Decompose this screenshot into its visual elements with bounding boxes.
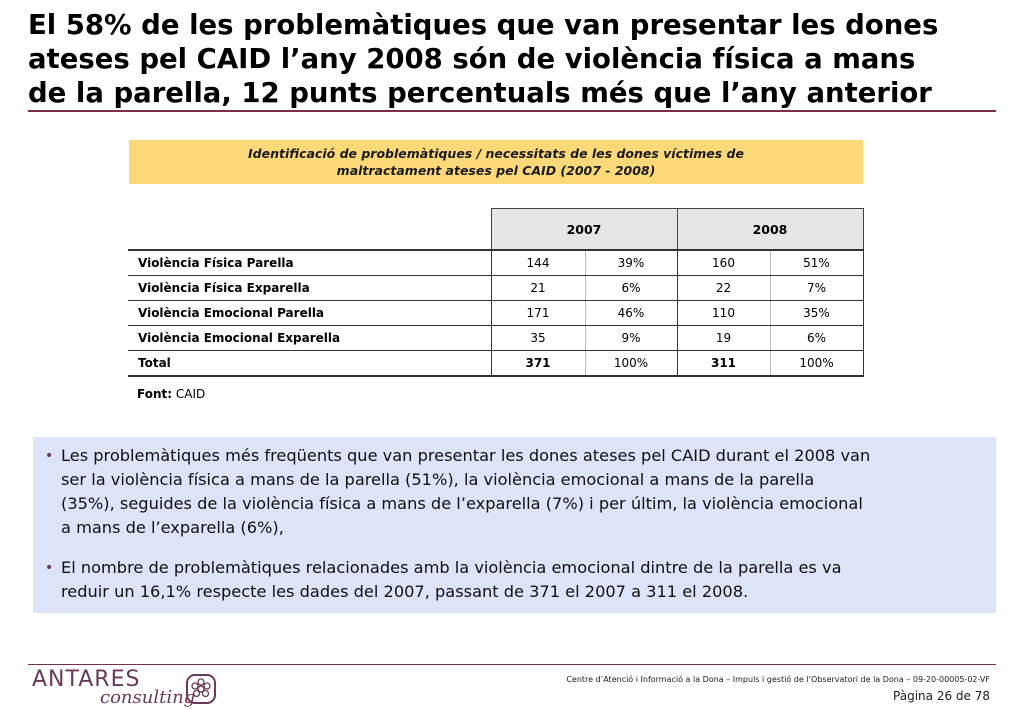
cell-pct-2008: 100% — [770, 351, 863, 377]
source-value: CAID — [175, 387, 206, 401]
logo-wordmark: ANTARES — [32, 667, 141, 692]
bullet-line: a mans de l’exparella (6%), — [61, 518, 284, 537]
caption-line: Identificació de problemàtiques / necessitats de les dones víctimes de — [248, 146, 744, 161]
cell-count-2007: 21 — [491, 276, 585, 301]
cell-count-2008: 19 — [677, 326, 770, 351]
table-caption — [129, 140, 863, 184]
cell-pct-2007: 46% — [585, 301, 677, 326]
logo-subtitle: consulting — [100, 687, 196, 708]
header-empty-cell — [128, 209, 491, 251]
bullet-line: reduir un 16,1% respecte les dades del 2007, passant de 371 el 2007 a 311 el 2008. — [61, 582, 749, 601]
table-header-row — [128, 209, 863, 251]
bullet-line: ser la violència física a mans de la parella (51%), la violència emocional a mans de la parella — [61, 470, 815, 489]
cell-pct-2007: 9% — [585, 326, 677, 351]
row-label: Violència Física Parella — [128, 250, 491, 276]
row-label: Violència Emocional Parella — [128, 301, 491, 326]
cell-pct-2008: 35% — [770, 301, 863, 326]
title-divider — [28, 110, 996, 112]
header-year-2008: 2008 — [677, 209, 863, 251]
cell-pct-2008: 6% — [770, 326, 863, 351]
caption-line: maltractament ateses pel CAID (2007 - 2008) — [336, 163, 656, 178]
table-row — [128, 276, 863, 301]
cell-count-2007: 171 — [491, 301, 585, 326]
cell-pct-2007: 6% — [585, 276, 677, 301]
title-line: de la parella, 12 punts percentuals més que l’any anterior — [28, 77, 932, 109]
source-label: Font: — [137, 387, 173, 401]
cell-pct-2008: 7% — [770, 276, 863, 301]
table-row — [128, 250, 863, 276]
table-row — [128, 301, 863, 326]
cell-count-2008: 110 — [677, 301, 770, 326]
cell-count-2008: 311 — [677, 351, 770, 377]
row-label: Total — [128, 351, 491, 377]
cell-pct-2007: 100% — [585, 351, 677, 377]
table-total-row — [128, 351, 863, 377]
bullet-line: Les problemàtiques més freqüents que van presentar les dones ateses pel CAID durant el 2008 van — [61, 446, 871, 465]
footer-text: Centre d’Atenció i Informació a la Dona – Impuls i gestió de l’Observatori de la Dona – 09-20-00005-02-VF — [566, 675, 990, 684]
title-line: El 58% de les problemàtiques que van presentar les dones — [28, 9, 939, 41]
cell-pct-2008: 51% — [770, 250, 863, 276]
row-label: Violència Emocional Exparella — [128, 326, 491, 351]
table-row — [128, 326, 863, 351]
bullet-icon: • — [45, 448, 54, 464]
cell-pct-2007: 39% — [585, 250, 677, 276]
bullet-icon: • — [45, 560, 54, 576]
logo-flower-icon — [186, 674, 216, 704]
bullet-item — [45, 444, 985, 540]
title-line: ateses pel CAID l’any 2008 són de violència física a mans — [28, 43, 916, 75]
cell-count-2007: 144 — [491, 250, 585, 276]
bullet-text — [61, 444, 985, 540]
footer-divider — [28, 664, 996, 665]
cell-count-2007: 35 — [491, 326, 585, 351]
row-label: Violència Física Exparella — [128, 276, 491, 301]
bullet-text — [61, 556, 985, 604]
problems-table — [128, 208, 864, 377]
source-note — [137, 387, 205, 401]
bullet-line: (35%), seguides de la violència física a mans de l’exparella (7%) i per últim, la violència emocional — [61, 494, 863, 513]
bullet-box — [33, 437, 996, 613]
header-year-2007: 2007 — [491, 209, 677, 251]
bullet-line: El nombre de problemàtiques relacionades amb la violència emocional dintre de la parella es va — [61, 558, 842, 577]
bullet-item — [45, 556, 985, 604]
page-title — [28, 8, 1018, 110]
page-number: Pàgina 26 de 78 — [893, 689, 990, 703]
cell-count-2008: 160 — [677, 250, 770, 276]
cell-count-2007: 371 — [491, 351, 585, 377]
cell-count-2008: 22 — [677, 276, 770, 301]
